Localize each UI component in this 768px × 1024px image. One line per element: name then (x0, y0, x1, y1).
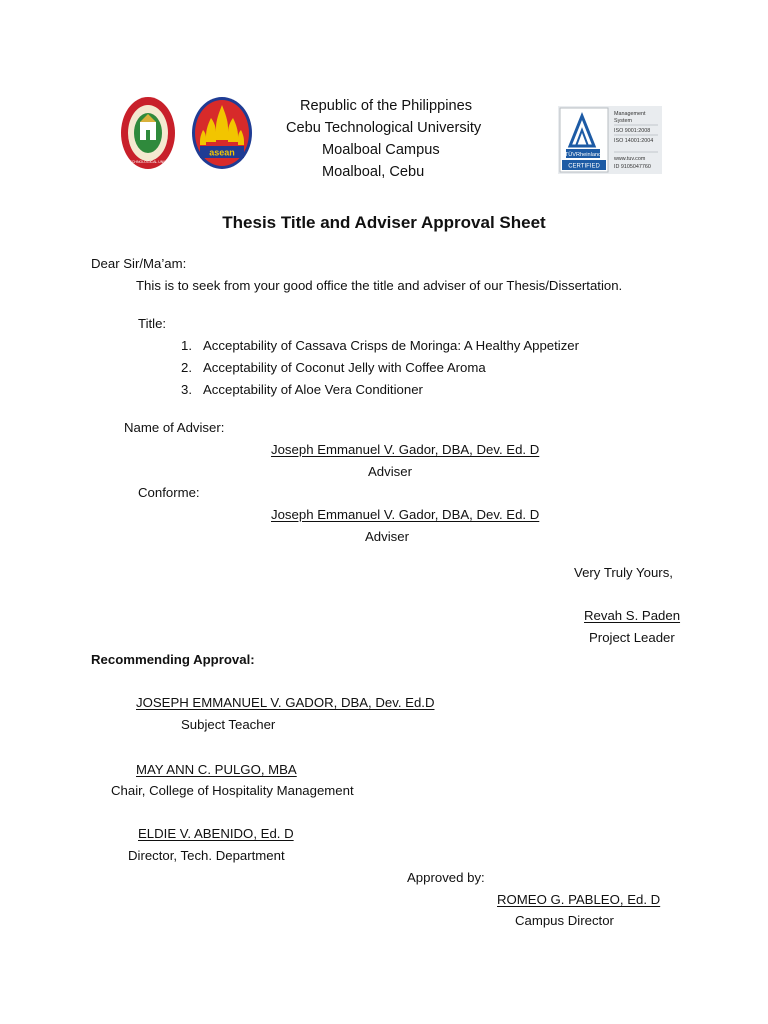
title-item: Acceptability of Aloe Vera Conditioner (203, 382, 423, 397)
adviser-name: Joseph Emmanuel V. Gador, DBA, Dev. Ed. D (271, 442, 540, 457)
conforme-role: Adviser (365, 529, 409, 544)
recommending-label: Recommending Approval: (91, 652, 255, 667)
tuv-footer-1: www.tuv.com (614, 156, 646, 162)
header-line-4: Moalboal, Cebu (322, 164, 425, 180)
title-number: 2. (181, 360, 192, 375)
title-item: Acceptability of Cassava Crisps de Moringa: A Healthy Appetizer (203, 338, 580, 353)
page-title: Thesis Title and Adviser Approval Sheet (222, 213, 546, 232)
university-seal-logo (116, 96, 180, 170)
approver-name: ROMEO G. PABLEO, Ed. D (497, 892, 661, 907)
tuv-line-2: System (614, 118, 632, 124)
title-number: 3. (181, 382, 192, 397)
tuv-certification-mark (558, 106, 662, 174)
tuv-brand: TÜVRheinland (564, 152, 602, 158)
salutation: Dear Sir/Ma’am: (91, 256, 187, 271)
recommender-role: Director, Tech. Department (128, 848, 285, 863)
title-item: Acceptability of Coconut Jelly with Coffee Aroma (203, 360, 486, 375)
titles-label: Title: (138, 316, 167, 331)
body-text: This is to seek from your good office the title and adviser of our Thesis/Dissertation. (136, 278, 623, 293)
leader-name: Revah S. Paden (584, 608, 681, 623)
adviser-label: Name of Adviser: (124, 420, 225, 435)
header-line-3: Moalboal Campus (322, 142, 440, 158)
title-number: 1. (181, 338, 192, 353)
header-line-2: Cebu Technological University (286, 120, 482, 136)
conforme-name: Joseph Emmanuel V. Gador, DBA, Dev. Ed. D (271, 507, 540, 522)
seal-lettering: CEBU TECHNOLOGICAL UNIVERSITY (116, 160, 180, 164)
approver-role: Campus Director (515, 913, 614, 928)
asean-wordmark: asean (209, 147, 235, 158)
header-line-1: Republic of the Philippines (300, 98, 472, 114)
approved-label: Approved by: (407, 870, 485, 885)
recommender-name: ELDIE V. ABENIDO, Ed. D (138, 826, 294, 841)
tuv-certified: CERTIFIED (568, 163, 600, 170)
conforme-label: Conforme: (138, 485, 200, 500)
recommender-role: Chair, College of Hospitality Management (111, 783, 354, 798)
tuv-footer-2: ID 9105047760 (614, 164, 651, 170)
asean-logo (191, 96, 253, 170)
recommender-role: Subject Teacher (181, 717, 276, 732)
tuv-line-3: ISO 9001:2008 (614, 128, 651, 134)
tuv-line-1: Management (614, 111, 646, 117)
leader-role: Project Leader (589, 630, 675, 645)
closing: Very Truly Yours, (574, 565, 673, 580)
recommender-name: MAY ANN C. PULGO, MBA (136, 762, 297, 777)
tuv-line-4: ISO 14001:2004 (614, 138, 654, 144)
adviser-role: Adviser (368, 464, 412, 479)
recommender-name: JOSEPH EMMANUEL V. GADOR, DBA, Dev. Ed.D (136, 695, 435, 710)
